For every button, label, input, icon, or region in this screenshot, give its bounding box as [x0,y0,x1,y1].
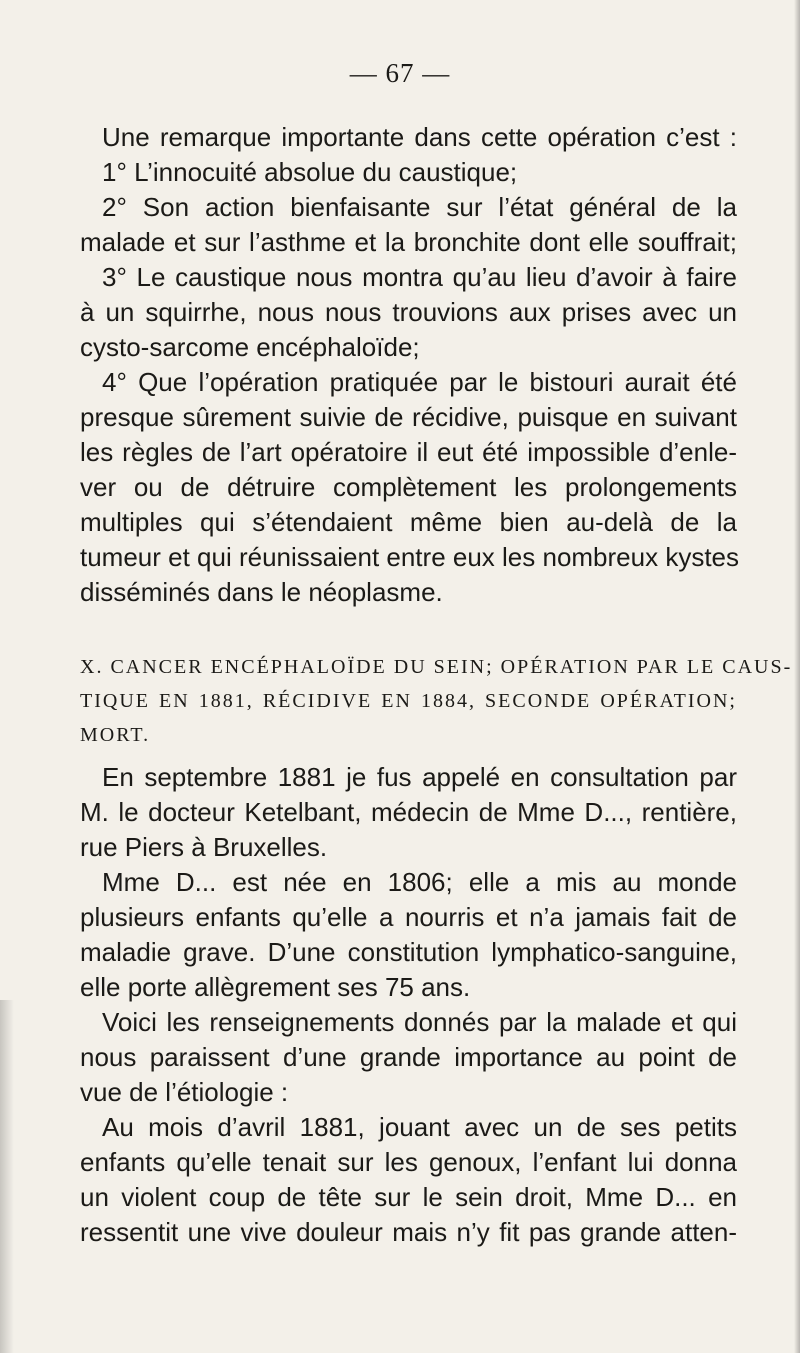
text-line: elle porte allègrement ses 75 ans. [80,972,471,1002]
text-line: 4° Que l’opération pratiquée par le bistouri aurait été [102,367,737,397]
heading-line: TIQUE EN 1881, RÉCIDIVE EN 1884, SECONDE OPÉRATION; [80,690,737,712]
text-line: ressentit une vive douleur mais n’y fit pas grande atten- [80,1217,737,1247]
text-line: plusieurs enfants qu’elle a nourris et n’a jamais fait de [80,902,737,932]
page-edge-shadow [794,0,800,1353]
text-line: tumeur et qui réunissaient entre eux les nombreux kystes [80,542,740,572]
text-line: presque sûrement suivie de récidive, puisque en suivant [80,402,737,432]
text-line: 3° Le caustique nous montra qu’au lieu d’avoir à faire [102,262,737,292]
text-line: les règles de l’art opératoire il eut été impossible d’enle- [80,437,737,467]
text-line: M. le docteur Ketelbant, médecin de Mme D..., rentière, [80,797,737,827]
page-gutter-shadow [0,1000,14,1353]
text-line: ver ou de détruire complètement les prolongements [80,472,737,502]
text-line: vue de l’étiologie : [80,1077,289,1107]
text-line: maladie grave. D’une constitution lymphatico-sanguine, [80,937,737,967]
text-line: En septembre 1881 je fus appelé en consultation par [102,762,737,792]
paragraph-conclusions [80,120,740,610]
text-line: 2° Son action bienfaisante sur l’état général de la [102,192,737,222]
text-line: rue Piers à Bruxelles. [80,832,328,862]
section-heading [80,650,793,752]
heading-line: X. CANCER ENCÉPHALOÏDE DU SEIN; OPÉRATION PAR LE CAUS- [80,656,793,678]
text-line: disséminés dans le néoplasme. [80,577,443,607]
text-line: cysto-sarcome encéphaloïde; [80,332,420,362]
text-line: malade et sur l’asthme et la bronchite dont elle souffrait; [80,227,737,257]
heading-line: MORT. [80,724,151,746]
text-line: nous paraissent d’une grande importance au point de [80,1042,737,1072]
text-line: Une remarque importante dans cette opération c’est : [102,122,737,152]
text-line: multiples qui s’étendaient même bien au-delà de la [80,507,737,537]
text-line: Mme D... est née en 1806; elle a mis au monde [102,867,737,897]
text-line: 1° L’innocuité absolue du caustique; [102,157,518,187]
text-line: Voici les renseignements donnés par la malade et qui [102,1007,737,1037]
text-line: à un squirrhe, nous nous trouvions aux prises avec un [80,297,737,327]
text-line: Au mois d’avril 1881, jouant avec un de ses petits [102,1112,737,1142]
page-number: — 67 — [349,58,451,88]
text-line: un violent coup de tête sur le sein droit, Mme D... en [80,1182,737,1212]
text-line: enfants qu’elle tenait sur les genoux, l’enfant lui donna [80,1147,737,1177]
paragraph-case-report [80,760,737,1250]
